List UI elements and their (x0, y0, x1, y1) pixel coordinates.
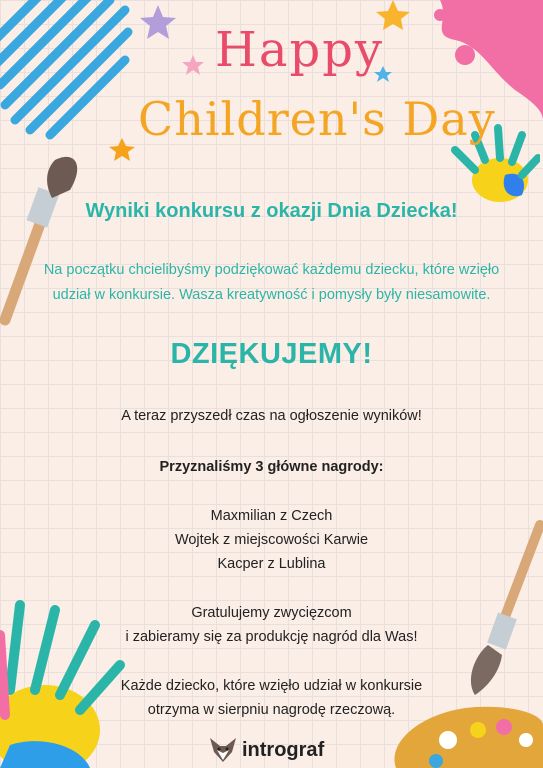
introgra-logo (208, 735, 324, 765)
congrats-line-2: i zabieramy się za produkcję nagród dla Was! (125, 629, 418, 645)
closing-line-2: otrzyma w sierpniu nagrodę rzeczową. (147, 702, 396, 718)
prizes-heading: Przyznaliśmy 3 główne nagrody: (159, 459, 384, 475)
title-line-1: Happy (215, 22, 385, 78)
page-title (0, 10, 543, 150)
thanks-heading: DZIĘKUJEMY! (170, 338, 373, 370)
title-line-2: Children's Day (138, 92, 496, 146)
intro-line-2: udział w konkursie. Wasza kreatywność i pomysły były niesamowite. (52, 287, 491, 303)
intro-line-1: Na początku chcielibyśmy podziękować każdemu dziecku, które wzięło (43, 262, 500, 278)
winner-3: Kacper z Lublina (217, 556, 326, 572)
winner-1: Maxmilian z Czech (210, 508, 333, 524)
closing-line-1: Każde dziecko, które wzięło udział w konkursie (120, 678, 423, 694)
announcement-text: A teraz przyszedł czas na ogłoszenie wyników! (121, 408, 422, 424)
congrats-line-1: Gratulujemy zwycięzcom (191, 605, 352, 621)
logo-text: intrograf (242, 738, 325, 761)
fox-logo-icon (208, 736, 238, 764)
intro-text (20, 258, 523, 308)
results-heading: Wyniki konkursu z okazji Dnia Dziecka! (85, 200, 458, 222)
paint-palette (376, 685, 543, 768)
winner-2: Wojtek z miejscowości Karwie (174, 532, 369, 548)
